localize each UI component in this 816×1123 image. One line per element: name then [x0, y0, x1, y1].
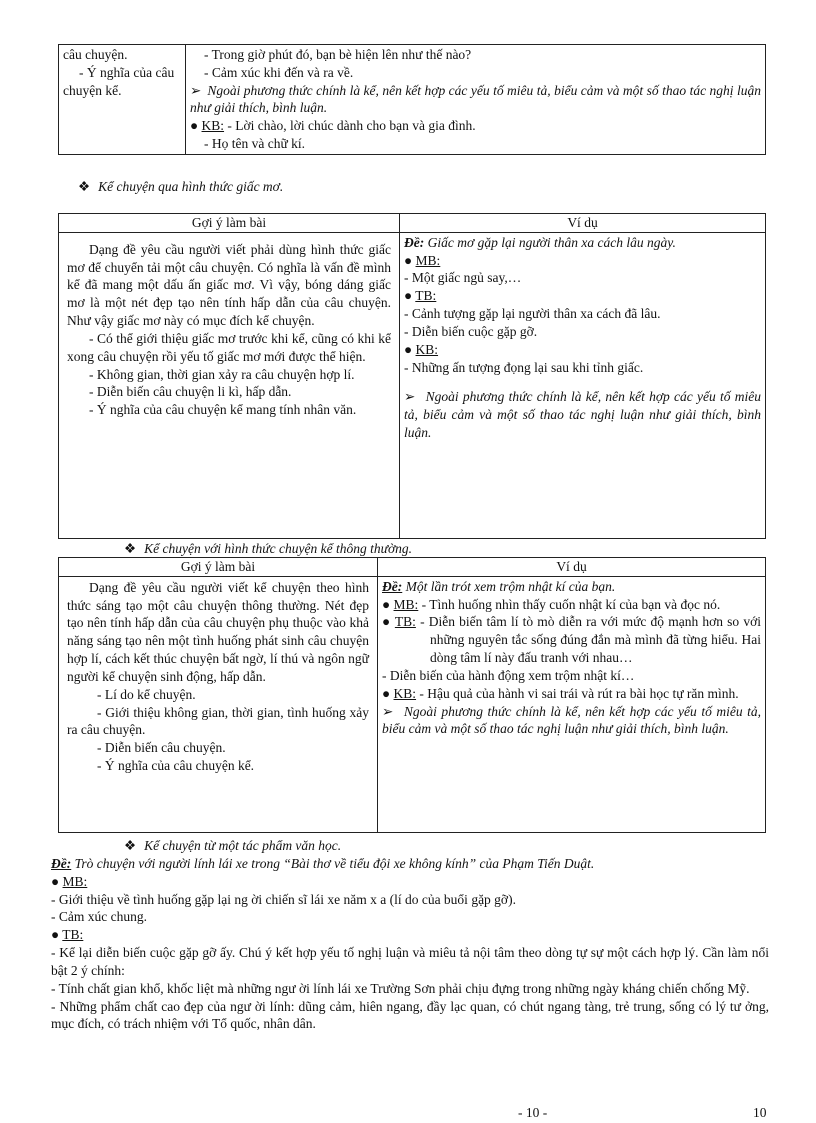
s2-tb-text: - Diễn biến tâm lí tò mò diễn ra với mức độ mạnh hơn so với những nguyên tắc sống đúng đắn mà mình đã từng hiểu. Hai dòng tâm lí này đấu tranh với nhau… [420, 614, 761, 666]
s1-kb-label: KB: [415, 341, 439, 357]
s3-tb-item-3: - Những phẩm chất cao đẹp của ngư ời lính: dũng cảm, hiên ngang, đầy lạc quan, có chút ngang tàng, trẻ trung, sống có lý tư ởng, mục đích, có trách nhiệm với Tổ quốc, nhân dân. [51, 998, 769, 1032]
section3-body: Đề: Trò chuyện với người lính lái xe trong “Bài thơ về tiểu đội xe không kính” của Phạm Tiến Duật. ● MB: - Giới thiệu về tình huống gặp lại ng ời chiến sĩ lái xe năm x a (lí do của buổi gặp gỡ). - Cảm xúc chung. ● TB: - Kể lại diễn biến cuộc gặp gỡ ấy. Chú ý kết hợp yếu tố nghị luận và miêu tả nội tâm theo dòng tự sự một cách hợp lý. Cần làm nổi bật 2 ý chính: - Tính chất gian khổ, khốc liệt mà những ngư ời lính lái xe Trường Sơn phải chịu đựng trong những ngày kháng chiến chống Mỹ. - Những phẩm chất cao đẹp của ngư ời lính: dũng cảm, hiên ngang, đầy lạc quan, có chút ngang tàng, trẻ trung, sống có lý tư ởng, mục đích, có trách nhiệm với Tổ quốc, nhân dân. [51, 856, 769, 1032]
s3-de-label: Đề: [51, 856, 72, 871]
arrow-bullet-icon: ➢ [382, 703, 394, 719]
s1-note: Ngoài phương thức chính là kể, nên kết hợp các yếu tố miêu tả, biểu cảm và một số thao tác nghị luận như giải thích, bình luận. [404, 389, 761, 440]
s1-header-left: Gợi ý làm bài [59, 214, 400, 233]
s2-de-label: Đề: [382, 578, 403, 594]
s1-header-right: Ví dụ [400, 214, 766, 233]
s2-kb-text: - Hậu quả của hành vi sai trái và rút ra bài học tự răn mình. [419, 685, 739, 701]
s1-para-3: - Không gian, thời gian xảy ra câu chuyện hợp lí. [89, 366, 355, 382]
s1-para-1: Dạng đề yêu cầu người viết phải dùng hình thức giấc mơ để chuyển tải một câu chuyện. Có nghĩa là vấn đề mình kể đã mang một dấu ấn giấc mơ. Vì vậy, bóng dáng giấc mơ là một nét đẹp tạo nên tính hấp dẫn của câu chuyện. Như vậy giấc mơ này có mục đích kể chuyện. [67, 241, 391, 329]
s1-tb-item-2: - Diễn biến cuộc gặp gỡ. [404, 323, 538, 339]
s2-header-right: Ví dụ [378, 558, 766, 577]
s1-de-title: Giấc mơ gặp lại người thân xa cách lâu ngày. [427, 234, 676, 250]
page-number-right: 10 [753, 1105, 767, 1120]
arrow-bullet-icon: ➢ [190, 82, 202, 98]
s1-para-4: - Diễn biến câu chuyện li kì, hấp dẫn. [89, 384, 292, 400]
s2-header-left: Gợi ý làm bài [59, 558, 378, 577]
s2-note: Ngoài phương thức chính là kể, nên kết hợp các yếu tố miêu tả, biểu cảm và một số thao tác nghị luận như giải thích, bình luận. [382, 703, 761, 737]
s2-left-cell [59, 576, 378, 832]
right-line-6: - Họ tên và chữ kí. [204, 136, 306, 152]
s3-tb-label: TB: [62, 927, 84, 943]
s1-tb-item-1: - Cảnh tượng gặp lại người thân xa cách đã lâu. [404, 306, 661, 322]
s3-mb-item-2: - Cảm xúc chung. [51, 909, 147, 925]
s3-mb-item-1: - Giới thiệu về tình huống gặp lại ng ời chiến sĩ lái xe năm x a (lí do của buổi gặp gỡ). [51, 891, 516, 907]
s2-kb-label: KB: [393, 685, 417, 701]
s3-tb-item-2: - Tính chất gian khổ, khốc liệt mà những ngư ời lính lái xe Trường Sơn phải chịu đựng trong những ngày kháng chiến chống Mỹ. [51, 980, 750, 996]
diamond-bullet-icon: ❖ [124, 838, 137, 853]
kb-text: - Lời chào, lời chúc dành cho bạn và gia đình. [227, 118, 476, 134]
s2-mb-label: MB: [393, 596, 419, 612]
section3-heading-row [124, 837, 341, 855]
s2-para-5: - Ý nghĩa của câu chuyện kể. [97, 757, 255, 773]
s1-para-2: - Có thể giới thiệu giấc mơ trước khi kể, cũng có khi kể xong câu chuyện rồi yếu tố giấc mơ mới được thể hiện. [67, 330, 391, 364]
s2-tb-label: TB: [394, 614, 416, 630]
continuation-table [58, 44, 766, 155]
section2-heading: Kể chuyện với hình thức chuyện kể thông thường. [144, 541, 413, 556]
s1-kb-item: - Những ấn tượng đọng lại sau khi tỉnh giấc. [404, 359, 644, 375]
s2-tb-extra: - Diễn biến của hành động xem trộm nhật kí… [382, 667, 635, 683]
right-line-1: - Trong giờ phút đó, bạn bè hiện lên như thế nào? [204, 47, 472, 62]
section2-table [58, 557, 766, 833]
left-line-2: - Ý nghĩa của câu chuyện kể. [63, 64, 175, 98]
s2-de-title: Một lần trót xem trộm nhật kí của bạn. [405, 578, 616, 594]
right-note: Ngoài phương thức chính là kể, nên kết hợp các yếu tố miêu tả, biểu cảm và một số thao tác nghị luận như giải thích, bình luận. [190, 82, 761, 116]
section1-heading: Kể chuyện qua hình thức giấc mơ. [98, 179, 284, 194]
kb-label: KB: [201, 118, 225, 134]
s3-tb-item-1: - Kể lại diễn biến cuộc gặp gỡ ấy. Chú ý kết hợp yếu tố nghị luận và miêu tả nội tâm theo dòng tự sự một cách hợp lý. Cần làm nổi bật 2 ý chính: [51, 945, 769, 978]
diamond-bullet-icon: ❖ [124, 541, 137, 556]
right-line-2: - Cảm xúc khi đến và ra về. [204, 64, 354, 80]
section1-heading-row [78, 178, 283, 196]
left-line-1: câu chuyện. [63, 47, 128, 62]
s1-right-cell: Đề: Giấc mơ gặp lại người thân xa cách lâu ngày. ● MB: - Một giấc ngủ say,… ● TB: - Cảnh tượng gặp lại người thân xa cách đã lâu. - Diễn biến cuộc gặp gỡ. ● KB: - Những ấn tượng đọng lại sau khi tỉnh giấc. ➢ Ngoài phương thức chính là kể, nên kết hợp các yếu tố miêu tả, biểu cảm và một số thao tác nghị luận như giải thích, bình luận. [400, 232, 766, 538]
continuation-right-cell: - Trong giờ phút đó, bạn bè hiện lên như thế nào? - Cảm xúc khi đến và ra về. ➢ Ngoài phương thức chính là kể, nên kết hợp các yếu tố miêu tả, biểu cảm và một số thao tác nghị luận như giải thích, bình luận. ● KB: - Lời chào, lời chúc dành cho bạn và gia đình. - Họ tên và chữ kí. [186, 45, 766, 155]
s2-para-2: - Lí do kể chuyện. [97, 686, 196, 702]
s2-right-cell: Đề: Một lần trót xem trộm nhật kí của bạn. ● MB: - Tình huống nhìn thấy cuốn nhật kí của bạn và đọc nó. ● TB: - Diễn biến tâm lí tò mò diễn ra với mức độ mạnh hơn so với những nguyên tắc sống đúng đắn mà mình đã từng hiểu. Hai dòng tâm lí này đấu tranh với nhau… - Diễn biến của hành động xem trộm nhật kí… ● KB: - Hậu quả của hành vi sai trái và rút ra bài học tự răn mình. ➢ Ngoài phương thức chính là kể, nên kết hợp các yếu tố miêu tả, biểu cảm và một số thao tác nghị luận như giải thích, bình luận. [378, 576, 766, 832]
s2-para-4: - Diễn biến câu chuyện. [97, 740, 226, 756]
s3-mb-label: MB: [62, 873, 88, 889]
s1-mb-label: MB: [415, 252, 441, 268]
page-number-center: - 10 - [518, 1105, 548, 1120]
s1-de-label: Đề: [404, 234, 425, 250]
s1-left-cell [59, 232, 400, 538]
s3-de-text: Trò chuyện với người lính lái xe trong “Bài thơ về tiểu đội xe không kính” của Phạm Tiến Duật. [74, 856, 595, 871]
continuation-left-cell [59, 45, 186, 155]
arrow-bullet-icon: ➢ [404, 389, 416, 405]
s1-para-5: - Ý nghĩa của câu chuyện kể mang tính nhân văn. [89, 402, 357, 418]
s2-para-1: Dạng đề yêu cầu người viết kể chuyện theo hình thức sáng tạo một câu chuyện thông thường. Nét đẹp tạo nên tính hấp dẫn của câu chuyện phụ thuộc vào khả năng sáng tạo nên một tình huống phát sinh câu chuyện hợp lí, cách kết thúc chuyện bất ngờ, lí thú và ngôn ngữ người kể chuyện sinh động, hấp dẫn. [67, 579, 369, 684]
s2-para-3: - Giới thiệu không gian, thời gian, tình huống xảy ra câu chuyện. [67, 704, 369, 738]
section3-heading: Kể chuyện từ một tác phẩm văn học. [144, 838, 342, 853]
section1-table [58, 213, 766, 539]
s2-mb-text: - Tình huống nhìn thấy cuốn nhật kí của bạn và đọc nó. [421, 596, 721, 612]
diamond-bullet-icon: ❖ [78, 179, 91, 194]
s1-tb-label: TB: [415, 288, 437, 304]
s1-mb-item: - Một giấc ngủ say,… [404, 270, 522, 286]
section2-heading-row [124, 540, 412, 558]
